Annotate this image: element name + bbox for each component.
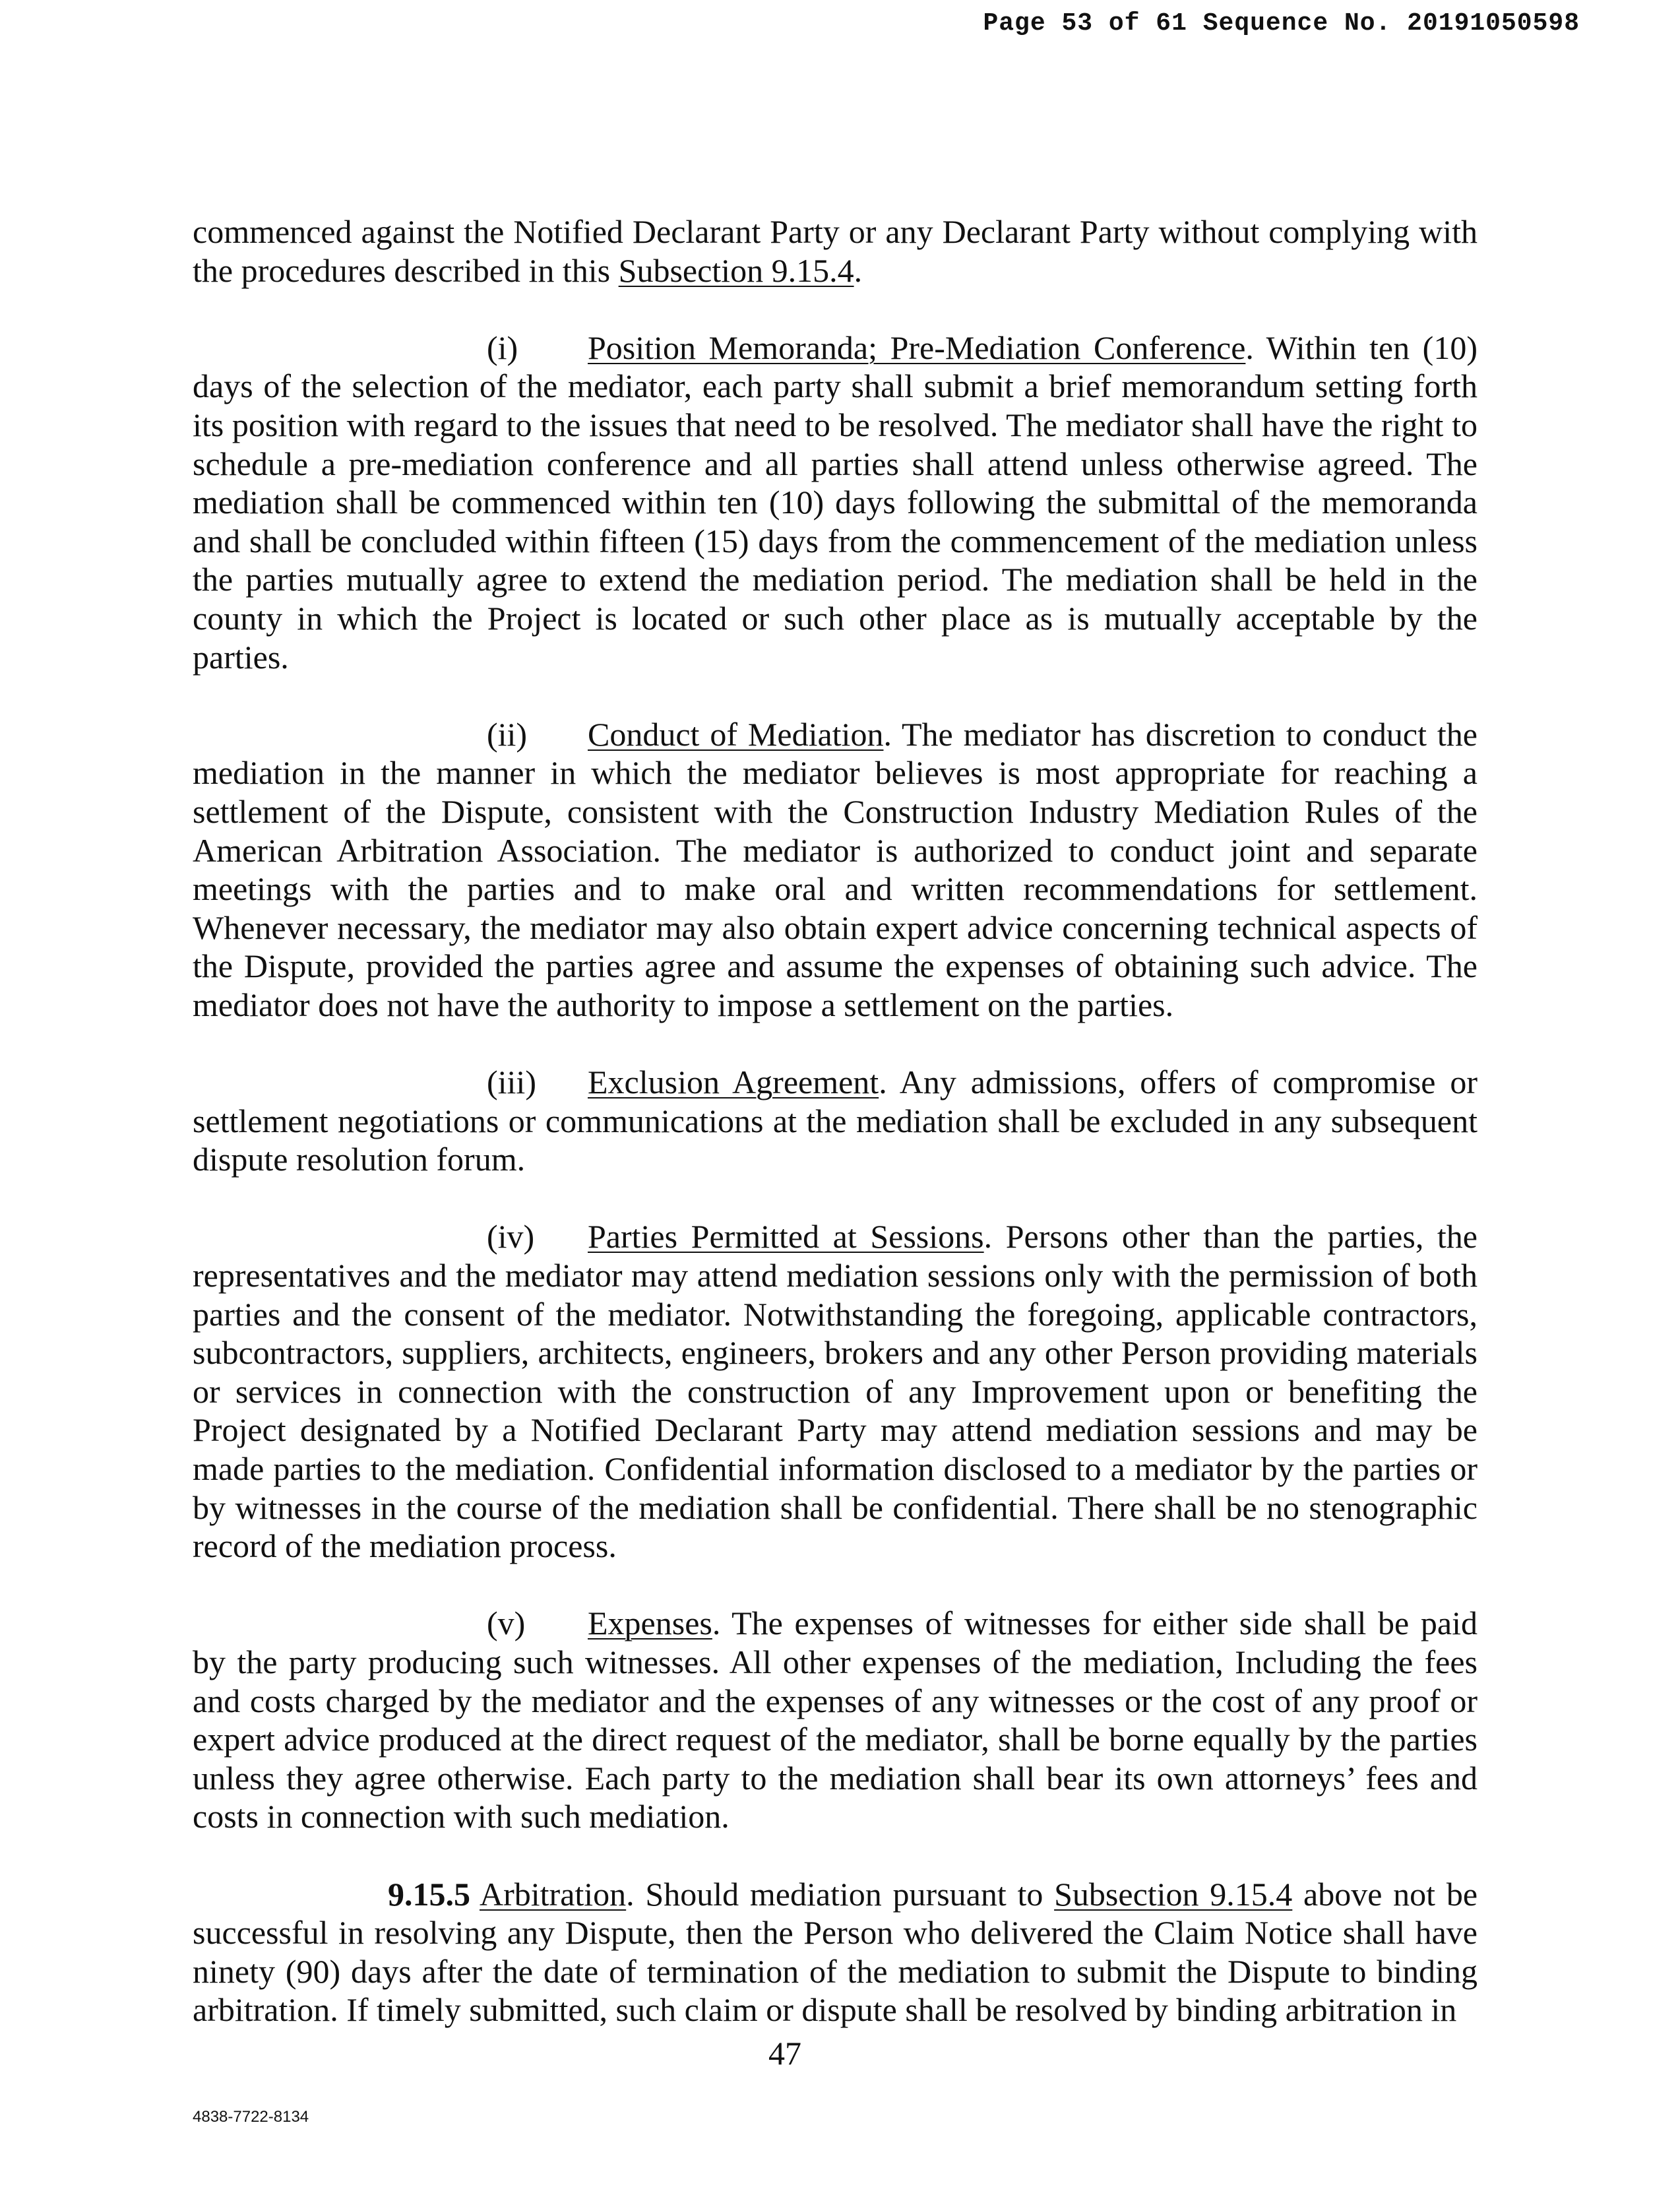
page-number: 47 — [768, 2035, 801, 2072]
paragraph-text: . Within ten (10) days of the selection of the mediator, each party shall submit a brief memorandum setting forth its position with regard to the issues that need to be resolved. The mediator shall have the right to schedule a pre-mediation conference and all parties shall attend unless otherwise agreed. The mediation shall be commenced within ten (10) days following the submittal of the memoranda and shall be concluded within fifteen (15) days from the commencement of the mediation unless the parties mutually agree to extend the mediation period. The mediation shall be held in the county in which the Project is located or such other place as is mutually acceptable by the parties. — [193, 329, 1478, 676]
paragraph-number: (i) — [487, 329, 518, 366]
paragraph-number: (iv) — [487, 1218, 535, 1256]
intro-text-end: . — [854, 251, 863, 289]
section-9-15-5 — [193, 1875, 1478, 2029]
intro-text: commenced against the Notified Declarant Party or any Declarant Party without complying with the procedures described in this — [193, 213, 1478, 289]
paragraph-i — [193, 329, 1478, 676]
paragraph-iv — [193, 1217, 1478, 1565]
document-body — [193, 212, 1478, 2068]
paragraph-heading: Position Memoranda; Pre-Mediation Conference — [588, 329, 1246, 366]
paragraph-iii — [193, 1063, 1478, 1179]
paragraph-text: . The mediator has discretion to conduct the mediation in the manner in which the mediator believes is most appropriate for reaching a settlement of the Dispute, consistent with the Construction Industry Mediation Rules of the American Arbitration Association. The mediator is authorized to conduct joint and separate meetings with the parties and to make oral and written recommendations for settlement. Whenever necessary, the mediator may also obtain expert advice concerning technical aspects of the Dispute, provided the parties agree and assume the expenses of obtaining such advice. The mediator does not have the authority to impose a settlement on the parties. — [193, 715, 1478, 1023]
paragraph-number: (ii) — [487, 715, 528, 753]
paragraph-heading: Expenses — [588, 1605, 712, 1642]
paragraph-text: . The expenses of witnesses for either side shall be paid by the party producing such witnesses. All other expenses of the mediation, Including the fees and costs charged by the mediator and the expenses of any witnesses or the cost of any proof or expert advice produced at the direct request of the mediator, shall be borne equally by the parties unless they agree otherwise. Each party to the mediation shall bear its own attorneys’ fees and costs in connection with such mediation. — [193, 1605, 1478, 1835]
subsection-reference: Subsection 9.15.4 — [1054, 1875, 1293, 1913]
section-text: . Should mediation pursuant to — [626, 1875, 1055, 1913]
document-id: 4838-7722-8134 — [193, 2108, 309, 2126]
page-sequence-stamp: Page 53 of 61 Sequence No. 20191050598 — [983, 9, 1580, 38]
paragraph-heading: Conduct of Mediation — [588, 715, 884, 753]
paragraph-number: (iii) — [487, 1064, 536, 1101]
paragraph-v — [193, 1604, 1478, 1836]
section-heading: Arbitration — [480, 1875, 627, 1913]
paragraph-heading: Exclusion Agreement — [588, 1064, 879, 1101]
paragraph-text: . Persons other than the parties, the representatives and the mediator may attend mediation sessions only with the permission of both parties and the consent of the mediator. Notwithstanding the foregoing, applicable contractors, subcontractors, suppliers, architects, engineers, brokers and any other Person providing materials or services in connection with the construction of any Improvement upon or benefiting the Project designated by a Notified Declarant Party may attend mediation sessions and may be made parties to the mediation. Confidential information disclosed to a mediator by the parties or by witnesses in the course of the mediation shall be confidential. There shall be no stenographic record of the mediation process. — [193, 1218, 1478, 1565]
section-text-end: above not be successful in resolving any Dispute, then the Person who delivered the Claim Notice shall have ninety (90) days after the date of termination of the mediation to submit the Dispute to binding arbitration. If timely submitted, such claim or dispute shall be resolved by binding arbitration in — [193, 1875, 1478, 2029]
section-number: 9.15.5 — [388, 1875, 470, 1913]
paragraph-ii — [193, 715, 1478, 1025]
paragraph-number: (v) — [487, 1605, 526, 1642]
paragraph-text: . Any admissions, offers of compromise or settlement negotiations or communications at the mediation shall be excluded in any subsequent dispute resolution forum. — [193, 1064, 1478, 1178]
subsection-reference: Subsection 9.15.4 — [618, 251, 854, 289]
paragraph-heading: Parties Permitted at Sessions — [588, 1218, 984, 1256]
intro-paragraph — [193, 212, 1478, 290]
